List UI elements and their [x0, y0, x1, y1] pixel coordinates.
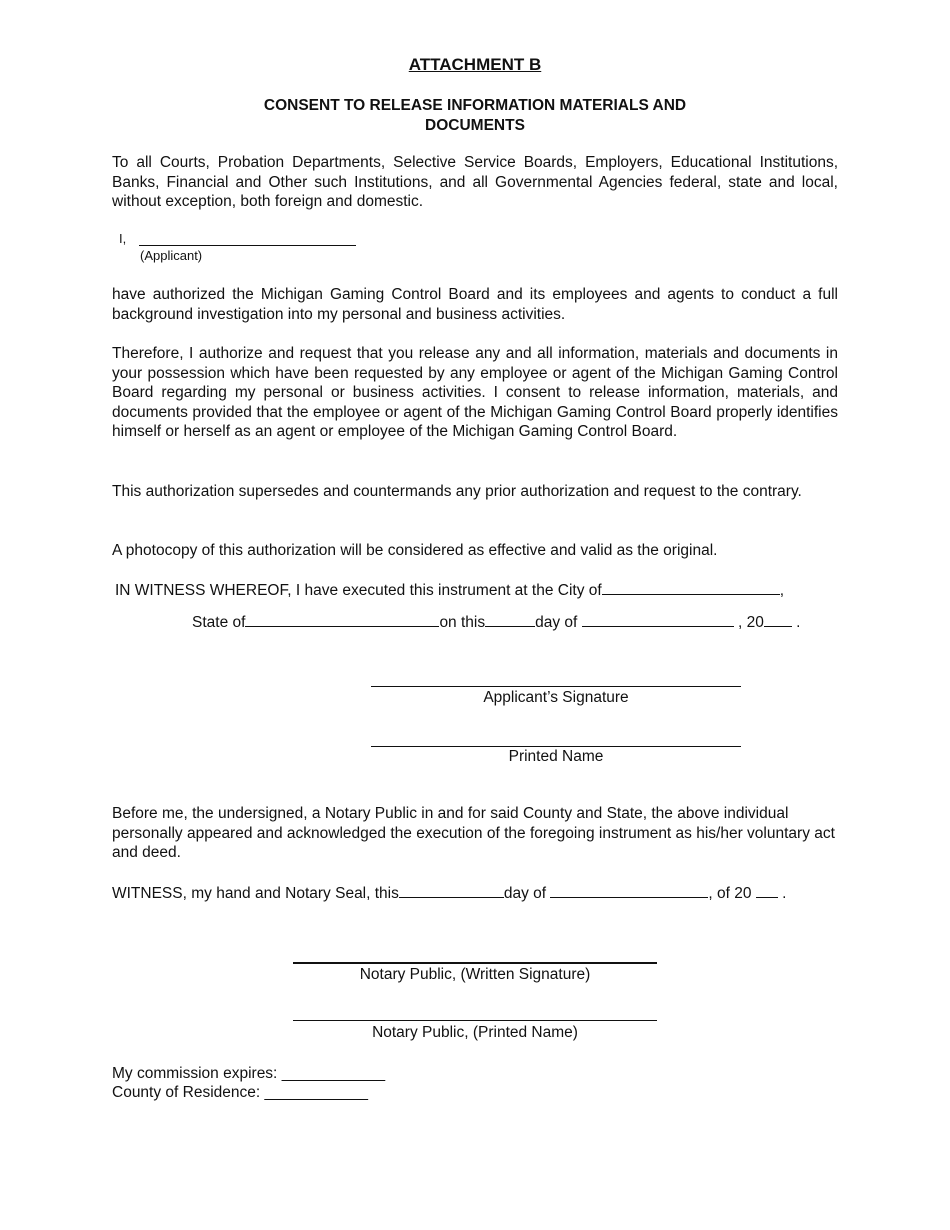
- photocopy-paragraph: A photocopy of this authorization will be considered as effective and valid as the original.: [112, 542, 718, 559]
- witness-period: .: [796, 614, 801, 631]
- state-field[interactable]: [245, 612, 439, 627]
- day-of-label: day of: [535, 614, 578, 631]
- state-label: State of: [192, 614, 246, 631]
- notary-witness-label: WITNESS, my hand and Notary Seal, this: [112, 885, 399, 902]
- applicant-prefix: I,: [119, 231, 127, 246]
- therefore-paragraph: Therefore, I authorize and request that you release any and all information, materials and documents in your possession which have been requested by any employee or agent of the Michigan Gaming Control Board regarding my personal or business activities. I consent to release information, materials, and documents provided that the employee or agent of the Michigan Gaming Control Board properly identifies himself or herself as an agent or employee of the Michigan Gaming Control Board.: [112, 345, 838, 441]
- printed-name-label: Printed Name: [508, 748, 604, 765]
- on-this-label: on this: [439, 614, 486, 631]
- commission-label: My commission expires:: [112, 1065, 278, 1082]
- printed-name-line[interactable]: [371, 746, 741, 747]
- month-field[interactable]: [582, 612, 734, 627]
- county-blank[interactable]: ____________: [264, 1084, 368, 1101]
- notary-printed-name-line[interactable]: [293, 1020, 657, 1021]
- notary-period: .: [782, 885, 787, 902]
- commission-row: [112, 1064, 385, 1084]
- year-prefix: , 20: [737, 614, 764, 631]
- notary-year-field[interactable]: [756, 883, 778, 898]
- notary-paragraph: Before me, the undersigned, a Notary Public in and for said County and State, the above individual personally appeared and acknowledged the execution of the foregoing instrument as his/her voluntary act and deed.: [112, 805, 835, 862]
- applicant-signature-line[interactable]: [371, 686, 741, 687]
- witness-city-line: [115, 580, 784, 601]
- year-field[interactable]: [764, 612, 792, 627]
- commission-blank[interactable]: ____________: [281, 1065, 386, 1082]
- notary-witness-line: [112, 883, 786, 904]
- applicant-caption: (Applicant): [140, 248, 203, 263]
- document-title: ATTACHMENT B: [408, 55, 542, 74]
- notary-of-20-label: , of 20: [708, 885, 752, 902]
- document-subtitle: [0, 96, 950, 136]
- subtitle-line-2: DOCUMENTS: [425, 117, 525, 134]
- notary-month-field[interactable]: [550, 883, 708, 898]
- authorized-paragraph: have authorized the Michigan Gaming Control Board and its employees and agents to conduct a full background investigation into my personal and business activities.: [112, 286, 838, 323]
- city-field[interactable]: [602, 580, 780, 595]
- applicant-signature-label: Applicant’s Signature: [483, 689, 629, 706]
- applicant-name-field[interactable]: [139, 245, 356, 246]
- county-row: [112, 1083, 368, 1103]
- notary-printed-name-label: Notary Public, (Printed Name): [372, 1024, 578, 1041]
- supersedes-paragraph: This authorization supersedes and countermands any prior authorization and request to the contrary.: [112, 483, 802, 500]
- notary-written-signature-label: Notary Public, (Written Signature): [359, 966, 591, 983]
- witness-state-line: [192, 612, 800, 633]
- notary-day-field[interactable]: [399, 883, 504, 898]
- notary-day-of-label: day of: [503, 885, 547, 902]
- county-label: County of Residence:: [112, 1084, 261, 1101]
- subtitle-line-1: CONSENT TO RELEASE INFORMATION MATERIALS AND: [263, 97, 687, 114]
- witness-text: IN WITNESS WHEREOF, I have executed this instrument at the City of: [115, 582, 602, 599]
- day-field[interactable]: [485, 612, 535, 627]
- notary-written-signature-line[interactable]: [293, 962, 657, 964]
- witness-comma: ,: [779, 582, 785, 599]
- intro-paragraph: To all Courts, Probation Departments, Selective Service Boards, Employers, Educational Institutions, Banks, Financial and Other such Institutions, and all Governmental Agencies federal, state and local, without exception, both foreign and domestic.: [112, 154, 838, 211]
